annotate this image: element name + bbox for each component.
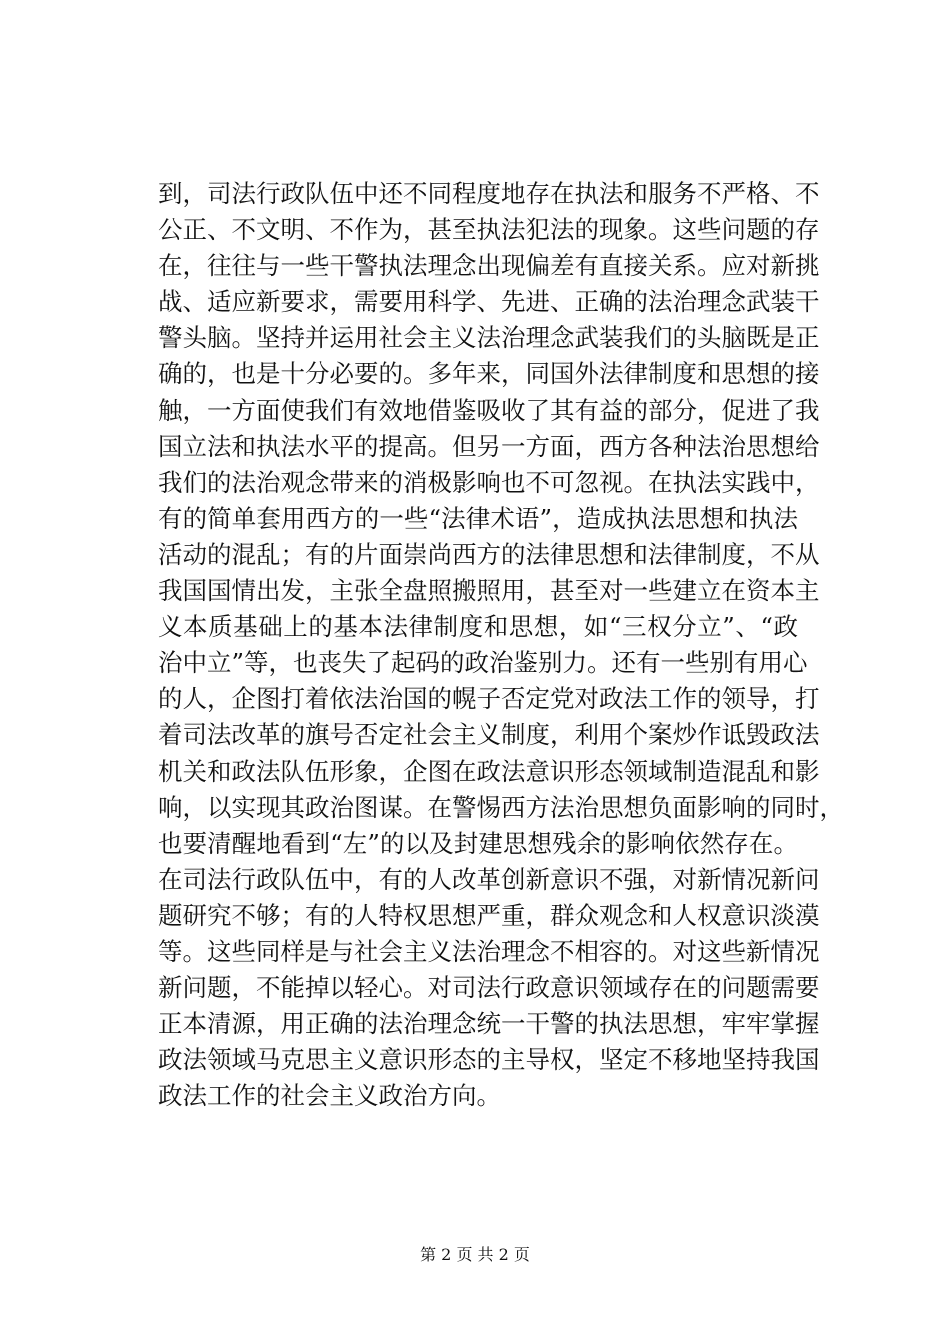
text-line: 触，一方面使我们有效地借鉴吸收了其有益的部分，促进了我 — [158, 395, 820, 425]
text-line: 战、适应新要求，需要用科学、先进、正确的法治理念武装干 — [158, 287, 820, 317]
text-line: 政法领域马克思主义意识形态的主导权，坚定不移地坚持我国 — [158, 1045, 820, 1075]
text-line: 的人，企图打着依法治国的幌子否定党对政法工作的领导，打 — [158, 684, 820, 714]
text-line: 有的简单套用西方的一些“法律术语”，造成执法思想和执法 — [158, 503, 798, 533]
text-line: 公正、不文明、不作为，甚至执法犯法的现象。这些问题的存 — [158, 215, 820, 245]
text-line: 在司法行政队伍中，有的人改革创新意识不强，对新情况新问 — [158, 864, 820, 894]
text-line: 国立法和执法水平的提高。但另一方面，西方各种法治思想给 — [158, 431, 820, 461]
text-line: 我们的法治观念带来的消极影响也不可忽视。在执法实践中， — [158, 467, 820, 497]
text-line: 也要清醒地看到“左”的以及封建思想残余的影响依然存在。 — [158, 828, 798, 858]
text-line: 活动的混乱；有的片面崇尚西方的法律思想和法律制度，不从 — [158, 539, 820, 569]
text-line: 治中立”等，也丧失了起码的政治鉴别力。还有一些别有用心 — [158, 648, 808, 678]
text-line: 新问题，不能掉以轻心。对司法行政意识领域存在的问题需要 — [158, 973, 820, 1003]
page-footer: 第 2 页 共 2 页 — [420, 1245, 530, 1264]
text-line: 到，司法行政队伍中还不同程度地存在执法和服务不严格、不 — [158, 179, 820, 208]
text-line: 等。这些同样是与社会主义法治理念不相容的。对这些新情况 — [158, 936, 820, 966]
text-line: 响，以实现其政治图谋。在警惕西方法治思想负面影响的同时， — [158, 792, 844, 822]
text-line: 政法工作的社会主义政治方向。 — [158, 1081, 501, 1111]
text-line: 确的，也是十分必要的。多年来，同国外法律制度和思想的接 — [158, 359, 820, 389]
text-line: 正本清源，用正确的法治理念统一干警的执法思想，牢牢掌握 — [158, 1009, 820, 1039]
body-paragraph — [158, 176, 844, 1114]
text-line: 我国国情出发，主张全盘照搬照用，甚至对一些建立在资本主 — [158, 576, 820, 606]
text-line: 着司法改革的旗号否定社会主义制度，利用个案炒作诋毁政法 — [158, 720, 820, 750]
text-line: 在，往往与一些干警执法理念出现偏差有直接关系。应对新挑 — [158, 251, 820, 281]
text-line: 警头脑。坚持并运用社会主义法治理念武装我们的头脑既是正 — [158, 323, 820, 353]
text-line: 机关和政法队伍形象，企图在政法意识形态领域制造混乱和影 — [158, 756, 820, 786]
text-line: 题研究不够；有的人特权思想严重，群众观念和人权意识淡漠 — [158, 900, 820, 930]
text-line: 义本质基础上的基本法律制度和思想，如“三权分立”、“政 — [158, 612, 798, 642]
